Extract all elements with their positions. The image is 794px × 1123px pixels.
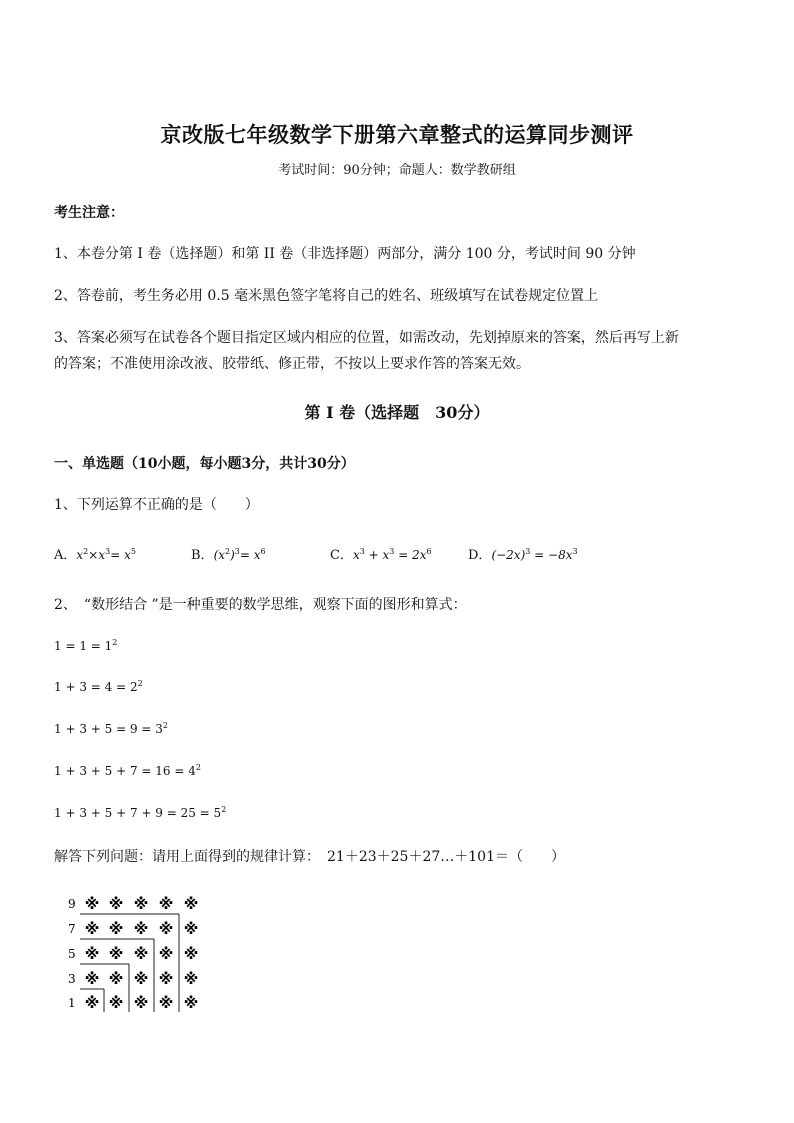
part-heading: 一、单选题（10小题，每小题3分，共计30分） bbox=[54, 456, 355, 472]
notice-item-3: 3、答案必须写在试卷各个题目指定区域内相应的位置，如需改动，先划掉原来的答案，然后再写上新 bbox=[54, 330, 679, 346]
equation-5: $1 + 3 + 5 + 7 + 9 = 25 = 5^2$ bbox=[54, 805, 227, 820]
figure-mark: ※ bbox=[158, 945, 174, 963]
question-1-stem: 1、下列运算不正确的是（ ） bbox=[54, 497, 259, 513]
notice-heading: 考生注意： bbox=[54, 205, 124, 221]
figure-row-label: 5 bbox=[68, 947, 76, 961]
figure-mark: ※ bbox=[183, 920, 199, 938]
figure-mark: ※ bbox=[108, 945, 124, 963]
q1-option-d[interactable]: D．$(-2x)^3 = -8x^3$ bbox=[468, 547, 578, 563]
figure-mark: ※ bbox=[108, 994, 124, 1012]
odd-sum-square-figure bbox=[62, 890, 212, 1015]
figure-row-label: 7 bbox=[68, 922, 76, 936]
figure-mark: ※ bbox=[133, 994, 149, 1012]
figure-mark: ※ bbox=[84, 970, 100, 988]
notice-item-1: 1、本卷分第 I 卷（选择题）和第 II 卷（非选择题）两部分，满分 100 分，考试时间 90 分钟 bbox=[54, 246, 636, 262]
q1-option-c[interactable]: C．$x^3 + x^3 = 2x^6$ bbox=[330, 547, 432, 563]
page-title: 京改版七年级数学下册第六章整式的运算同步测评 bbox=[160, 122, 634, 147]
question-2-stem: 2、 “数形结合 ”是一种重要的数学思维，观察下面的图形和算式： bbox=[54, 597, 467, 613]
figure-mark: ※ bbox=[84, 920, 100, 938]
figure-mark: ※ bbox=[108, 895, 124, 913]
equation-4: $1 + 3 + 5 + 7 = 16 = 4^2$ bbox=[54, 763, 201, 778]
figure-mark: ※ bbox=[133, 920, 149, 938]
figure-row-label: 9 bbox=[68, 897, 76, 911]
figure-mark: ※ bbox=[183, 994, 199, 1012]
figure-mark: ※ bbox=[133, 945, 149, 963]
figure-mark: ※ bbox=[158, 920, 174, 938]
figure-mark: ※ bbox=[108, 970, 124, 988]
notice-item-3-cont: 的答案；不准使用涂改液、胶带纸、修正带，不按以上要求作答的答案无效。 bbox=[54, 356, 530, 372]
figure-mark: ※ bbox=[158, 994, 174, 1012]
figure-mark: ※ bbox=[133, 970, 149, 988]
section-title: 第 I 卷（选择题 30分） bbox=[304, 403, 490, 422]
figure-mark: ※ bbox=[108, 920, 124, 938]
q1-option-a[interactable]: A．$x^2\times x^3= x^5$ bbox=[54, 547, 136, 563]
figure-mark: ※ bbox=[183, 945, 199, 963]
figure-mark: ※ bbox=[158, 895, 174, 913]
q1-option-b[interactable]: B．$(x^2)^3= x^6$ bbox=[191, 547, 266, 563]
figure-mark: ※ bbox=[183, 895, 199, 913]
equation-2: $1 + 3 = 4 = 2^2$ bbox=[54, 679, 143, 694]
equation-3: $1 + 3 + 5 = 9 = 3^2$ bbox=[54, 721, 169, 736]
notice-item-2: 2、答卷前，考生务必用 0.5 毫米黑色签字笔将自己的姓名、班级填写在试卷规定位置上 bbox=[54, 288, 599, 304]
figure-mark: ※ bbox=[158, 970, 174, 988]
exam-subtitle: 考试时间：90分钟；命题人：数学教研组 bbox=[278, 163, 516, 178]
figure-mark: ※ bbox=[84, 945, 100, 963]
figure-mark: ※ bbox=[84, 994, 100, 1012]
question-2-prompt: 解答下列问题：请用上面得到的规律计算： 21＋23＋25＋27…＋101＝（ ） bbox=[54, 849, 565, 865]
figure-mark: ※ bbox=[84, 895, 100, 913]
figure-row-label: 1 bbox=[68, 996, 76, 1010]
figure-mark: ※ bbox=[183, 970, 199, 988]
figure-row-label: 3 bbox=[68, 972, 76, 986]
figure-mark: ※ bbox=[133, 895, 149, 913]
equation-1: $1 = 1 = 1^2$ bbox=[54, 638, 118, 653]
